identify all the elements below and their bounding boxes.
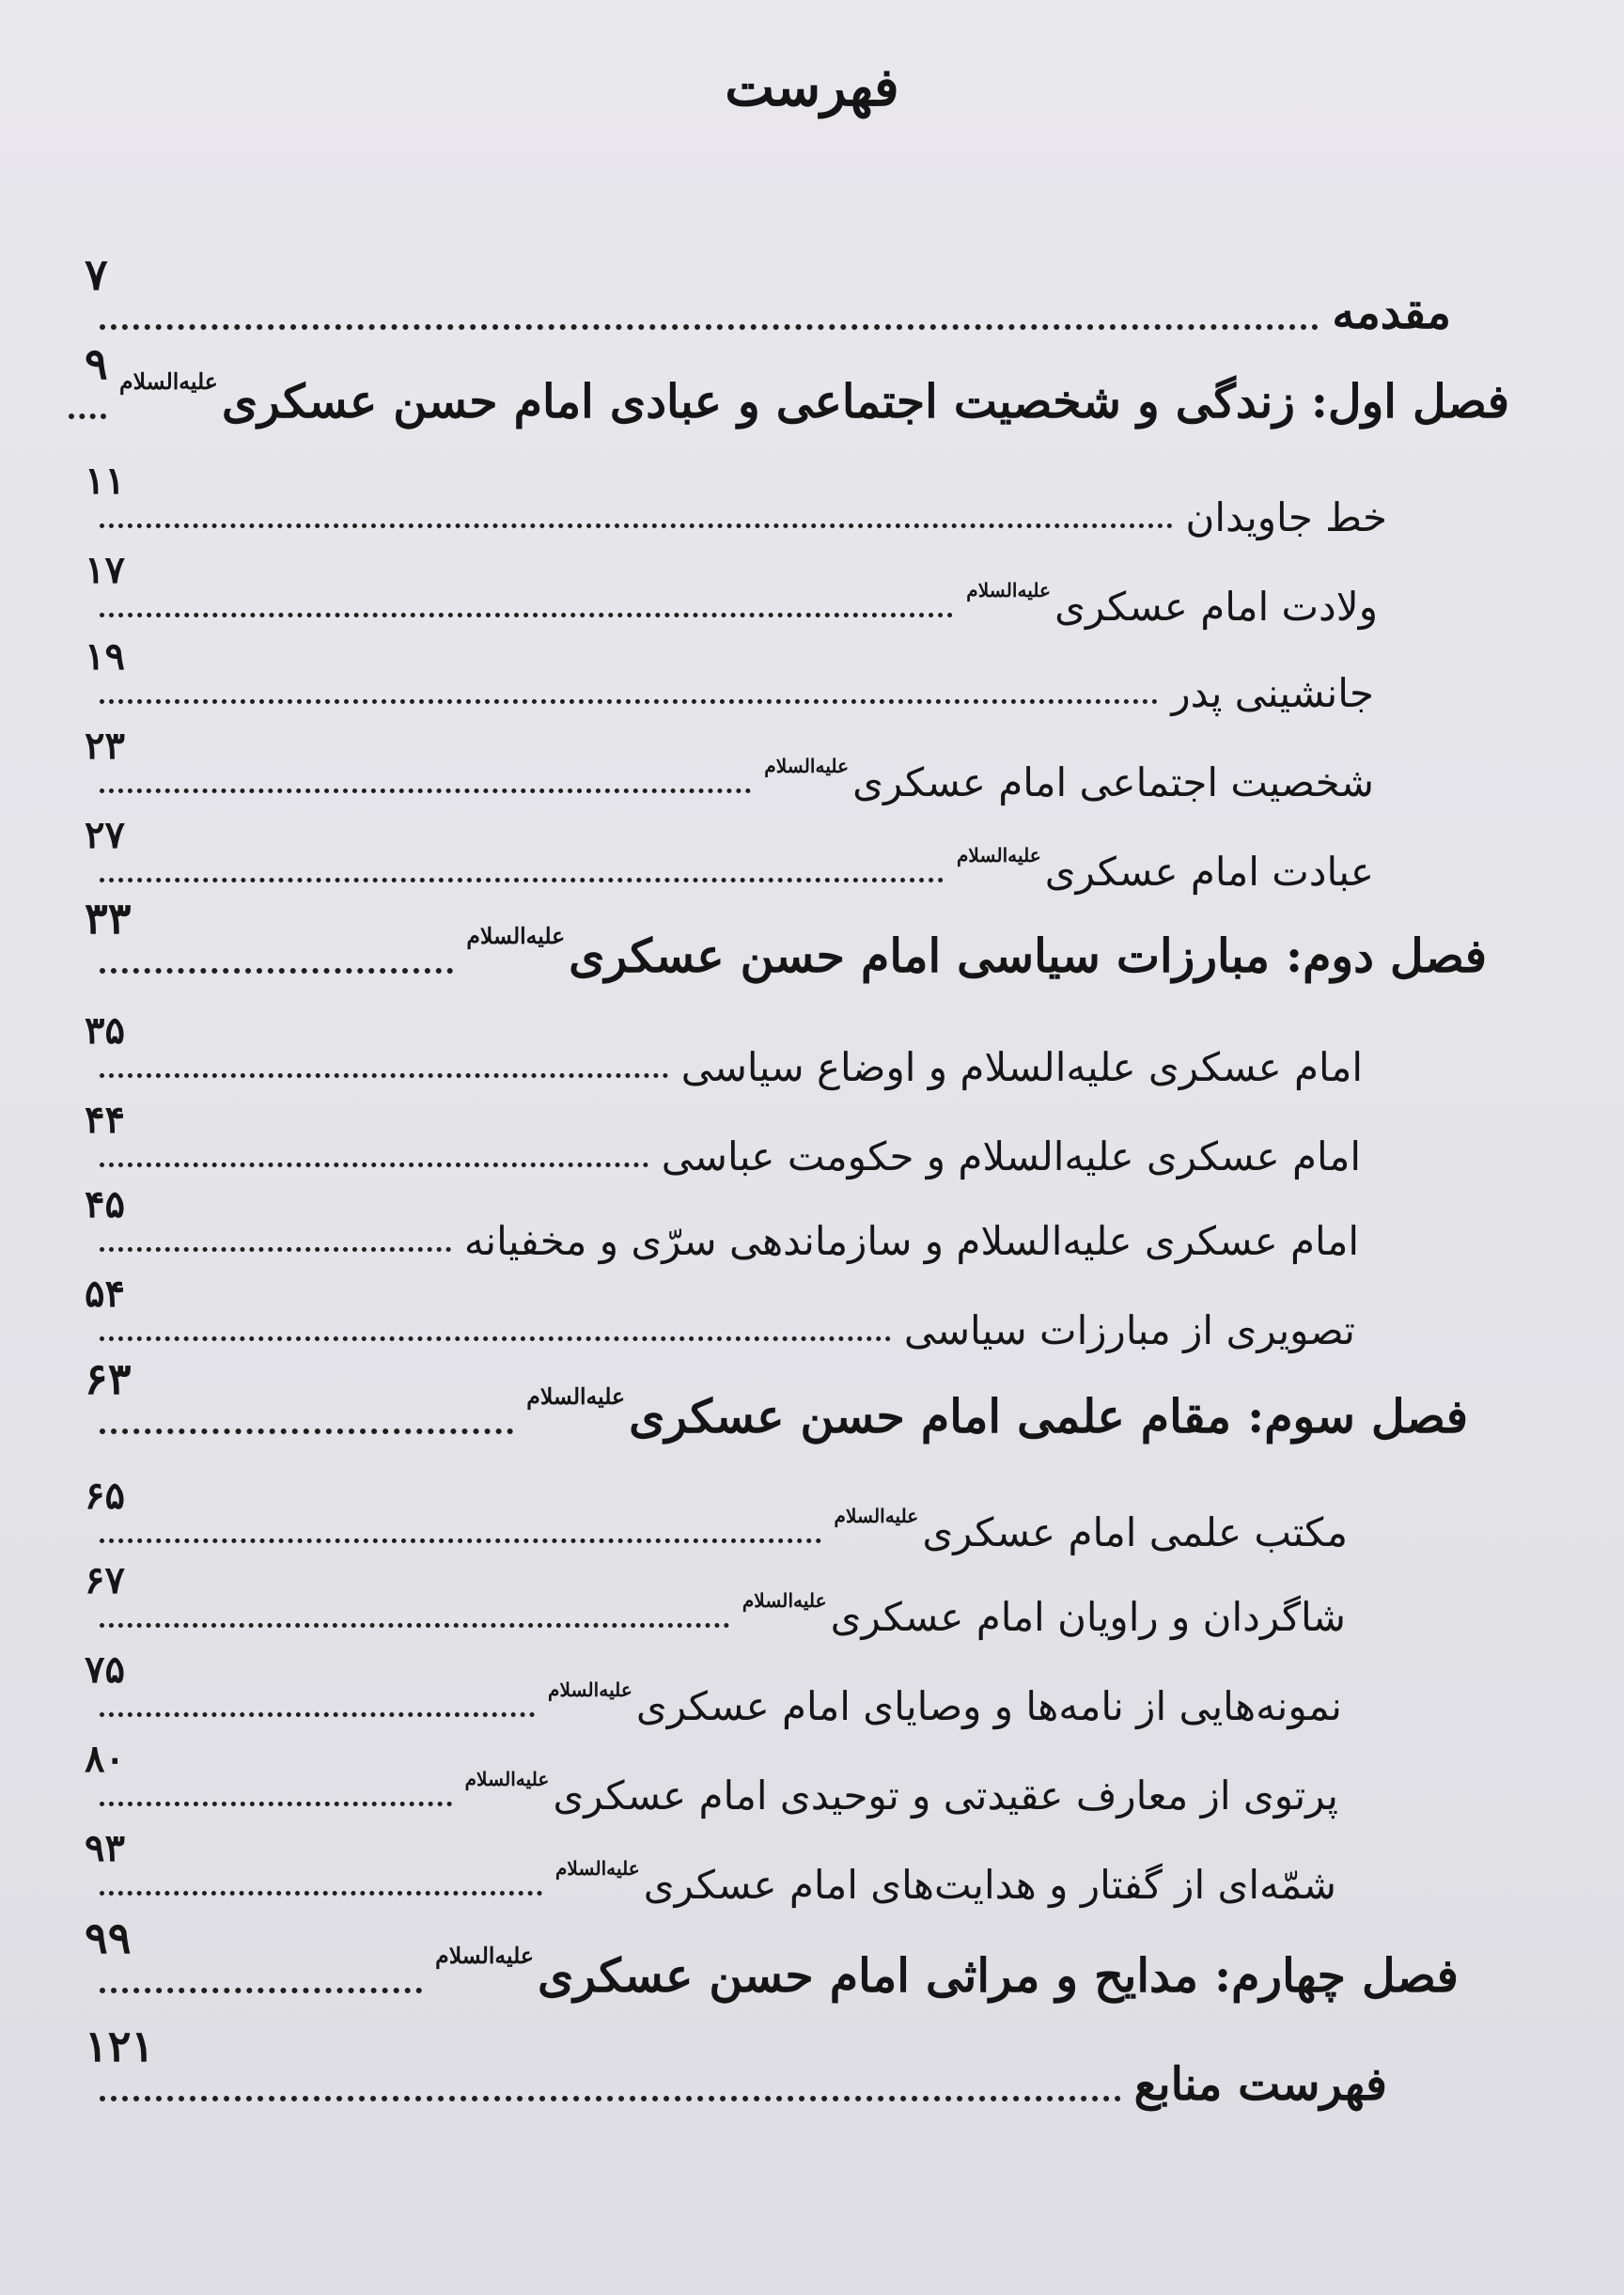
toc-entry-label: فصل اول: زندگی و شخصیت اجتماعی و عبادی امام حسن عسکریعلیه‌السلام [119, 367, 1509, 429]
leader-dots [100, 1429, 513, 1434]
page-number: ۵۴ [85, 1272, 125, 1316]
toc-entry-label: امام عسکری علیه‌السلام و حکومت عباسی [661, 1133, 1361, 1179]
page-number: ۹ [85, 338, 108, 389]
leader-dots [100, 1891, 542, 1896]
toc-entry-label: پرتوی از معارف عقیدتی و توحیدی امام عسکریعلیه‌السلام [464, 1767, 1338, 1819]
page-number: ۷۵ [85, 1647, 125, 1692]
honorific-ligature: علیه‌السلام [956, 843, 1041, 866]
page-number: ۱۹ [85, 634, 125, 679]
toc-row [85, 2021, 1387, 2111]
toc-entry-label: خط جاویدان [1185, 494, 1387, 540]
honorific-ligature: علیه‌السلام [435, 1942, 534, 1969]
page-number: ۹۹ [85, 1912, 132, 1963]
leader-dots [100, 1712, 535, 1717]
toc-row [85, 1001, 1363, 1090]
honorific-ligature: علیه‌السلام [834, 1504, 919, 1527]
page-number: ۲۷ [85, 813, 125, 857]
toc-row [86, 1090, 1361, 1177]
toc-row [85, 1729, 1338, 1819]
toc-entry-label: ولادت امام عسکریعلیه‌السلام [966, 578, 1378, 630]
leader-dots [100, 2096, 1121, 2101]
leader-dots [100, 699, 1158, 704]
honorific-ligature: علیه‌السلام [554, 1856, 640, 1880]
toc-entry-label: امام عسکری علیه‌السلام و سازماندهی سرّی و مخفیانه [463, 1218, 1359, 1264]
toc-entry-label: تصویری از مبارزات سیاسی [903, 1307, 1355, 1353]
toc-section-row [85, 1353, 1468, 1444]
leader-dots [69, 414, 106, 419]
toc-row [85, 1551, 1346, 1640]
leader-dots [100, 1163, 648, 1167]
honorific-ligature: علیه‌السلام [466, 922, 566, 949]
toc-row [85, 1264, 1355, 1353]
toc-row [86, 451, 1387, 538]
page-number: ۹۳ [85, 1826, 125, 1870]
page-number: ۳۵ [85, 1008, 125, 1053]
toc-section-row [85, 1912, 1459, 2003]
toc-entry-label: مقدمه [1332, 287, 1451, 339]
page-number: ۶۷ [85, 1558, 125, 1602]
leader-dots [100, 1073, 668, 1078]
page-title: فهرست [725, 56, 899, 118]
page-number: ۳۳ [85, 893, 132, 944]
page-number: ۴۴ [85, 1098, 125, 1142]
toc-section-row [85, 893, 1487, 983]
leader-dots [100, 1623, 729, 1628]
honorific-ligature: علیه‌السلام [764, 754, 850, 777]
toc-entry-label: مکتب علمی امام عسکریعلیه‌السلام [834, 1504, 1348, 1555]
toc-row [85, 1175, 1359, 1264]
toc-entry-label: شخصیت اجتماعی امام عسکریعلیه‌السلام [764, 754, 1374, 805]
leader-dots [100, 1802, 452, 1806]
toc-row [85, 249, 1451, 339]
leader-dots [100, 1336, 891, 1341]
page-number: ۱۲۱ [85, 2021, 155, 2071]
toc-row [85, 1640, 1342, 1729]
toc-entry-label: عبادت امام عسکریعلیه‌السلام [956, 843, 1374, 895]
leader-dots [100, 324, 1319, 330]
toc-row [86, 1466, 1348, 1553]
page-number: ۱۷ [85, 548, 125, 592]
leader-dots [100, 878, 944, 882]
leader-dots [100, 788, 751, 793]
leader-dots [100, 1538, 821, 1543]
toc-entry-label: فهرست منابع [1133, 2058, 1387, 2111]
page-number: ۸۰ [85, 1737, 125, 1781]
toc-entry-label: فصل سوم: مقام علمی امام حسن عسکریعلیه‌السلام [526, 1382, 1468, 1444]
leader-dots [100, 613, 953, 617]
honorific-ligature: علیه‌السلام [966, 578, 1052, 601]
toc-row [85, 805, 1374, 895]
toc-entry-label: فصل چهارم: مدایح و مراثی امام حسن عسکریعلیه‌السلام [435, 1942, 1459, 2003]
page-number: ۷ [85, 249, 108, 300]
toc-row [85, 627, 1374, 716]
toc-row [85, 1819, 1336, 1908]
toc-entry-label: امام عسکری علیه‌السلام و اوضاع سیاسی [680, 1044, 1363, 1090]
page-number: ۶۵ [85, 1474, 125, 1518]
toc-row [85, 540, 1378, 630]
leader-dots [100, 1988, 422, 1993]
page-number: ۶۳ [85, 1353, 132, 1404]
toc-entry-label: جانشینی پدر [1171, 670, 1374, 716]
leader-dots [100, 523, 1173, 528]
page-number: ۱۱ [85, 459, 125, 503]
honorific-ligature: علیه‌السلام [526, 1382, 626, 1410]
honorific-ligature: علیه‌السلام [742, 1588, 827, 1612]
toc-section-row [85, 338, 1509, 429]
toc-entry-label: نمونه‌هایی از نامه‌ها و وصایای امام عسکریعلیه‌السلام [548, 1678, 1342, 1729]
toc-entry-label: فصل دوم: مبارزات سیاسی امام حسن عسکریعلیه‌السلام [466, 922, 1487, 983]
honorific-ligature: علیه‌السلام [548, 1678, 632, 1701]
toc-entry-label: شمّه‌ای از گفتار و هدایت‌های امام عسکریعلیه‌السلام [554, 1856, 1336, 1908]
honorific-ligature: علیه‌السلام [464, 1767, 550, 1790]
toc-row [86, 716, 1374, 803]
page-number: ۴۵ [85, 1182, 125, 1226]
leader-dots [100, 968, 453, 974]
toc-entry-label: شاگردان و راویان امام عسکریعلیه‌السلام [742, 1588, 1346, 1640]
leader-dots [100, 1247, 451, 1252]
honorific-ligature: علیه‌السلام [119, 367, 218, 395]
page-number: ۲۳ [85, 724, 125, 768]
